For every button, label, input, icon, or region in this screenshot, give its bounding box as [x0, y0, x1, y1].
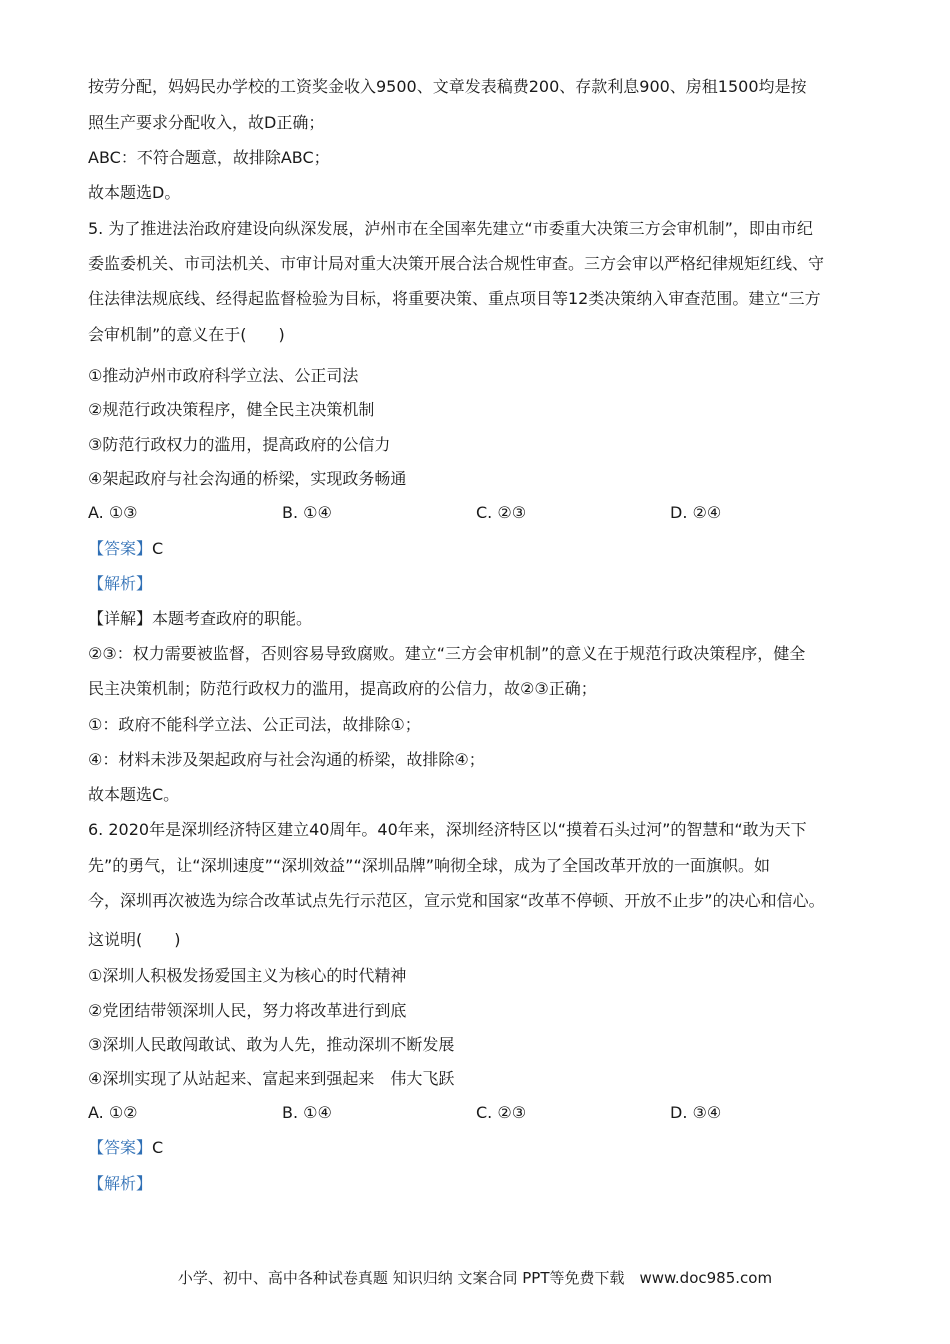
answer-value: C	[152, 539, 164, 558]
question-5-stem: 委监委机关、市司法机关、市审计局对重大决策开展合法合规性审查。三方会审以严格纪律规矩红线、守	[88, 254, 825, 273]
question-6-stem: 今，深圳再次被选为综合改革试点先行示范区，宣示党和国家“改革不停顿、开放不止步”的决心和信心。	[88, 891, 825, 910]
text-line: 故本题选C。	[88, 785, 180, 804]
answer-label: 【答案】	[88, 1138, 153, 1157]
answer-label: 【答案】	[88, 539, 153, 558]
question-5-stem: 5. 为了推进法治政府建设向纵深发展，泸州市在全国率先建立“市委重大决策三方会审机制”，即由市纪	[88, 219, 813, 238]
statement-item: ③防范行政权力的滥用，提高政府的公信力	[88, 435, 391, 454]
page-footer: 小学、初中、高中各种试卷真题 知识归纳 文案合同 PPT等免费下载 www.doc985.com	[177, 1269, 773, 1287]
option-d: D. ③④	[670, 1103, 722, 1122]
statement-item: ④架起政府与社会沟通的桥梁，实现政务畅通	[88, 469, 407, 488]
text-line: 故本题选D。	[88, 183, 181, 202]
analysis-line	[88, 573, 152, 595]
option-d: D. ②④	[670, 503, 722, 522]
statement-item: ②规范行政决策程序，健全民主决策机制	[88, 400, 375, 419]
statement-item: ③深圳人民敢闯敢试、敢为人先，推动深圳不断发展	[88, 1035, 455, 1054]
option-b: B. ①④	[282, 1103, 332, 1122]
question-5-stem: 住法律法规底线、经得起监督检验为目标，将重要决策、重点项目等12类决策纳入审查范围。建立“三方	[88, 289, 821, 308]
statement-item: ②党团结带领深圳人民，努力将改革进行到底	[88, 1001, 407, 1020]
text-line: ④：材料未涉及架起政府与社会沟通的桥梁，故排除④；	[88, 750, 485, 769]
statement-item: ①推动泸州市政府科学立法、公正司法	[88, 366, 359, 385]
statement-item: ①深圳人积极发扬爱国主义为核心的时代精神	[88, 966, 407, 985]
analysis-label: 【解析】	[88, 574, 153, 593]
text-line: 照生产要求分配收入，故D正确；	[88, 113, 325, 132]
text-line: 按劳分配，妈妈民办学校的工资奖金收入9500、文章发表稿费200、存款利息900、房租1500均是按	[88, 77, 807, 96]
statement-item: ④深圳实现了从站起来、富起来到强起来 伟大飞跃	[88, 1069, 455, 1088]
text-line: ①：政府不能科学立法、公正司法，故排除①；	[88, 715, 421, 734]
option-a: A. ①②	[88, 1103, 138, 1122]
question-6-stem: 6. 2020年是深圳经济特区建立40周年。40年来，深圳经济特区以“摸着石头过河”的智慧和“敢为天下	[88, 820, 807, 839]
detail-line	[88, 608, 312, 630]
option-c: C. ②③	[476, 503, 527, 522]
answer-value: C	[152, 1138, 164, 1157]
answer-line	[88, 1137, 163, 1159]
text-line: ABC：不符合题意，故排除ABC；	[88, 148, 330, 167]
detail-text: 本题考查政府的职能。	[152, 609, 313, 628]
option-a: A. ①③	[88, 503, 138, 522]
text-line: 民主决策机制；防范行政权力的滥用，提高政府的公信力，故②③正确；	[88, 679, 597, 698]
detail-label: 【详解】	[88, 609, 153, 628]
answer-line	[88, 538, 163, 560]
text-line: ②③：权力需要被监督，否则容易导致腐败。建立“三方会审机制”的意义在于规范行政决策程序，健全	[88, 644, 806, 663]
question-6-stem: 先”的勇气，让“深圳速度”“深圳效益”“深圳品牌”响彻全球，成为了全国改革开放的一面旗帜。如	[88, 856, 771, 875]
question-5-stem: 会审机制”的意义在于( )	[88, 325, 285, 344]
option-c: C. ②③	[476, 1103, 527, 1122]
analysis-line	[88, 1173, 152, 1195]
question-6-stem: 这说明( )	[88, 930, 181, 949]
option-b: B. ①④	[282, 503, 332, 522]
analysis-label: 【解析】	[88, 1174, 153, 1193]
